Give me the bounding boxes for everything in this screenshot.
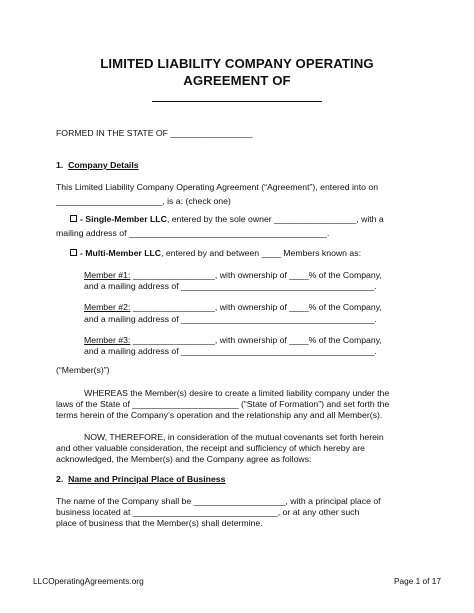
member-2-text: _________________, with ownership of ____% of the Company,	[130, 302, 382, 312]
single-member-label: - Single-Member LLC	[80, 214, 167, 224]
section-1-number: 1.	[56, 160, 64, 170]
now-line-1: NOW, THEREFORE, in consideration of the mutual covenants set forth herein	[84, 432, 384, 442]
section-2-line-2: business located at ______________________________, or at any other such	[56, 507, 360, 517]
document-title-line-1: LIMITED LIABILITY COMPANY OPERATING	[100, 56, 374, 71]
member-2-line	[84, 302, 382, 312]
whereas-line-3: terms herein of the Company’s operation and the relationship any and all Member(s).	[56, 410, 383, 420]
single-member-address: mailing address of _________________________________________.	[56, 228, 330, 238]
section-2-line-1: The name of the Company shall be ___________________, with a principal place of	[56, 496, 381, 506]
member-1-line	[84, 270, 382, 280]
multi-member-text: , entered by and between ____ Members known as:	[161, 248, 362, 258]
section-2-number: 2.	[56, 474, 64, 484]
now-line-3: acknowledged, the Member(s) and the Company agree as follows:	[56, 454, 312, 464]
document-title-line-2: AGREEMENT OF	[183, 73, 291, 88]
member-2-label: Member #2:	[84, 302, 131, 312]
intro-line-2: ______________________, is a: (check one)	[56, 196, 231, 206]
single-member-checkbox[interactable]	[70, 215, 77, 222]
company-name-blank-line	[152, 101, 322, 102]
now-line-2: and other valuable consideration, the receipt and sufficiency of which hereby are	[56, 443, 365, 453]
multi-member-label: - Multi-Member LLC	[80, 248, 162, 258]
member-2-address: and a mailing address of ________________________________________.	[84, 314, 377, 324]
multi-member-checkbox[interactable]	[70, 249, 77, 256]
member-3-label: Member #3:	[84, 335, 131, 345]
member-3-text: _________________, with ownership of ____% of the Company,	[130, 335, 382, 345]
single-member-text: , entered by the sole owner _________________, with a	[166, 214, 384, 224]
section-2-title: Name and Principal Place of Business	[68, 474, 226, 484]
footer-site: LLCOperatingAgreements.org	[33, 576, 144, 586]
member-1-address: and a mailing address of ________________________________________.	[84, 281, 377, 291]
whereas-line-1: WHEREAS the Member(s) desire to create a limited liability company under the	[84, 388, 390, 398]
section-1-heading	[56, 160, 139, 170]
section-2-heading	[56, 474, 225, 484]
footer-page-number: Page 1 of 17	[393, 576, 441, 586]
multi-member-option	[70, 248, 361, 258]
formed-in-state: FORMED IN THE STATE OF _________________	[56, 128, 253, 138]
intro-line-1: This Limited Liability Company Operating Agreement (“Agreement”), entered into on	[56, 182, 379, 192]
section-1-title: Company Details	[68, 160, 139, 170]
member-1-label: Member #1:	[84, 270, 131, 280]
members-label: (“Member(s)”)	[56, 365, 110, 375]
member-1-text: _________________, with ownership of ____% of the Company,	[130, 270, 382, 280]
single-member-option	[70, 214, 384, 224]
member-3-line	[84, 335, 382, 345]
whereas-line-2: laws of the State of ______________________ (“State of Formation”) and set forth the	[56, 399, 390, 409]
member-3-address: and a mailing address of ________________________________________.	[84, 346, 377, 356]
section-2-line-3: place of business that the Member(s) shall determine.	[56, 518, 263, 528]
